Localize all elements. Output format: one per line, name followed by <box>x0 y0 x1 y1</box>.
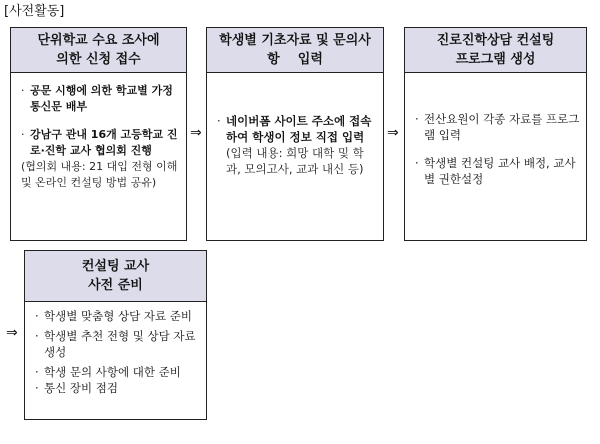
bullet-text: 학생 문의 사항에 대한 준비 <box>44 365 181 379</box>
arrow-1-to-2: ⇒ <box>190 125 202 141</box>
step-2-title-line1: 학생별 기초자료 및 문의사 <box>219 33 371 48</box>
bullet-dot: · <box>415 112 419 126</box>
bullet-dot: · <box>35 329 39 343</box>
bullet-note: (협의회 내용: 21 대입 전형 이해 및 온라인 컨설팅 방법 공유) <box>21 160 178 189</box>
step-4-title-line1: 컨설팅 교사 <box>81 259 150 274</box>
bullet-text: 네이버폼 사이트 주소에 접속하여 학생이 정보 직접 입력 <box>226 114 372 144</box>
bullet-dot: · <box>415 156 419 170</box>
step-1-bullet-1 <box>21 83 180 115</box>
step-2-title-line2: 항 입력 <box>267 52 323 67</box>
bullet-text: 강남구 관내 16개 고등학교 진로·진학 교사 협의회 진행 <box>30 128 178 157</box>
bullet-text: 학생별 맞춤형 상담 자료 준비 <box>44 309 192 323</box>
step-4-body <box>25 302 206 396</box>
bullet-dot: · <box>217 114 221 128</box>
step-3-title-line1: 진로진학상담 컨설팅 <box>436 33 555 48</box>
step-1-title-line1: 단위학교 수요 조사에 <box>37 33 160 48</box>
bullet-text: 학생별 추천 전형 및 상담 자료 생성 <box>44 329 196 359</box>
step-3-title-line2: 프로그램 생성 <box>455 52 536 67</box>
bullet-text: 통신 장비 점검 <box>44 381 118 395</box>
bullet-text: 공문 시행에 의한 학교별 가정통신문 배부 <box>30 84 173 113</box>
bullet-dot: · <box>21 128 25 141</box>
step-4-bullet-1 <box>35 308 200 324</box>
step-4-title <box>25 251 206 302</box>
bullet-dot: · <box>35 381 39 395</box>
step-4-bullet-4 <box>35 380 200 396</box>
step-3-bullet-1 <box>415 111 580 143</box>
step-2-bullet-1 <box>217 113 377 177</box>
step-4-title-line2: 사전 준비 <box>88 278 143 293</box>
step-3-body <box>405 73 586 187</box>
step-4-bullet-3 <box>35 364 200 380</box>
arrow-2-to-3: ⇒ <box>387 125 399 141</box>
step-2-title <box>207 28 383 73</box>
step-box-1 <box>10 27 187 241</box>
step-1-bullet-2 <box>21 127 180 191</box>
bullet-dot: · <box>21 84 25 97</box>
step-box-2 <box>206 27 384 241</box>
section-label: [사전활동] <box>4 4 65 19</box>
bullet-text: 전산요원이 각종 자료를 프로그램 입력 <box>424 112 580 142</box>
step-1-title <box>11 28 186 73</box>
bullet-text: 학생별 컨설팅 교사 배정, 교사별 권한설정 <box>424 156 576 186</box>
arrow-3-to-4: ⇒ <box>6 325 18 341</box>
bullet-dot: · <box>35 309 39 323</box>
step-4-bullet-2 <box>35 328 200 360</box>
step-1-title-line2: 의한 신청 접수 <box>56 52 141 67</box>
bullet-note: (입력 내용: 희망 대학 및 학과, 모의고사, 교과 내신 등) <box>226 146 364 176</box>
step-box-4 <box>24 250 207 420</box>
step-1-body <box>11 73 186 191</box>
step-box-3 <box>404 27 587 241</box>
step-2-body <box>207 73 383 177</box>
step-3-title <box>405 28 586 73</box>
step-3-bullet-2 <box>415 155 580 187</box>
bullet-dot: · <box>35 365 39 379</box>
